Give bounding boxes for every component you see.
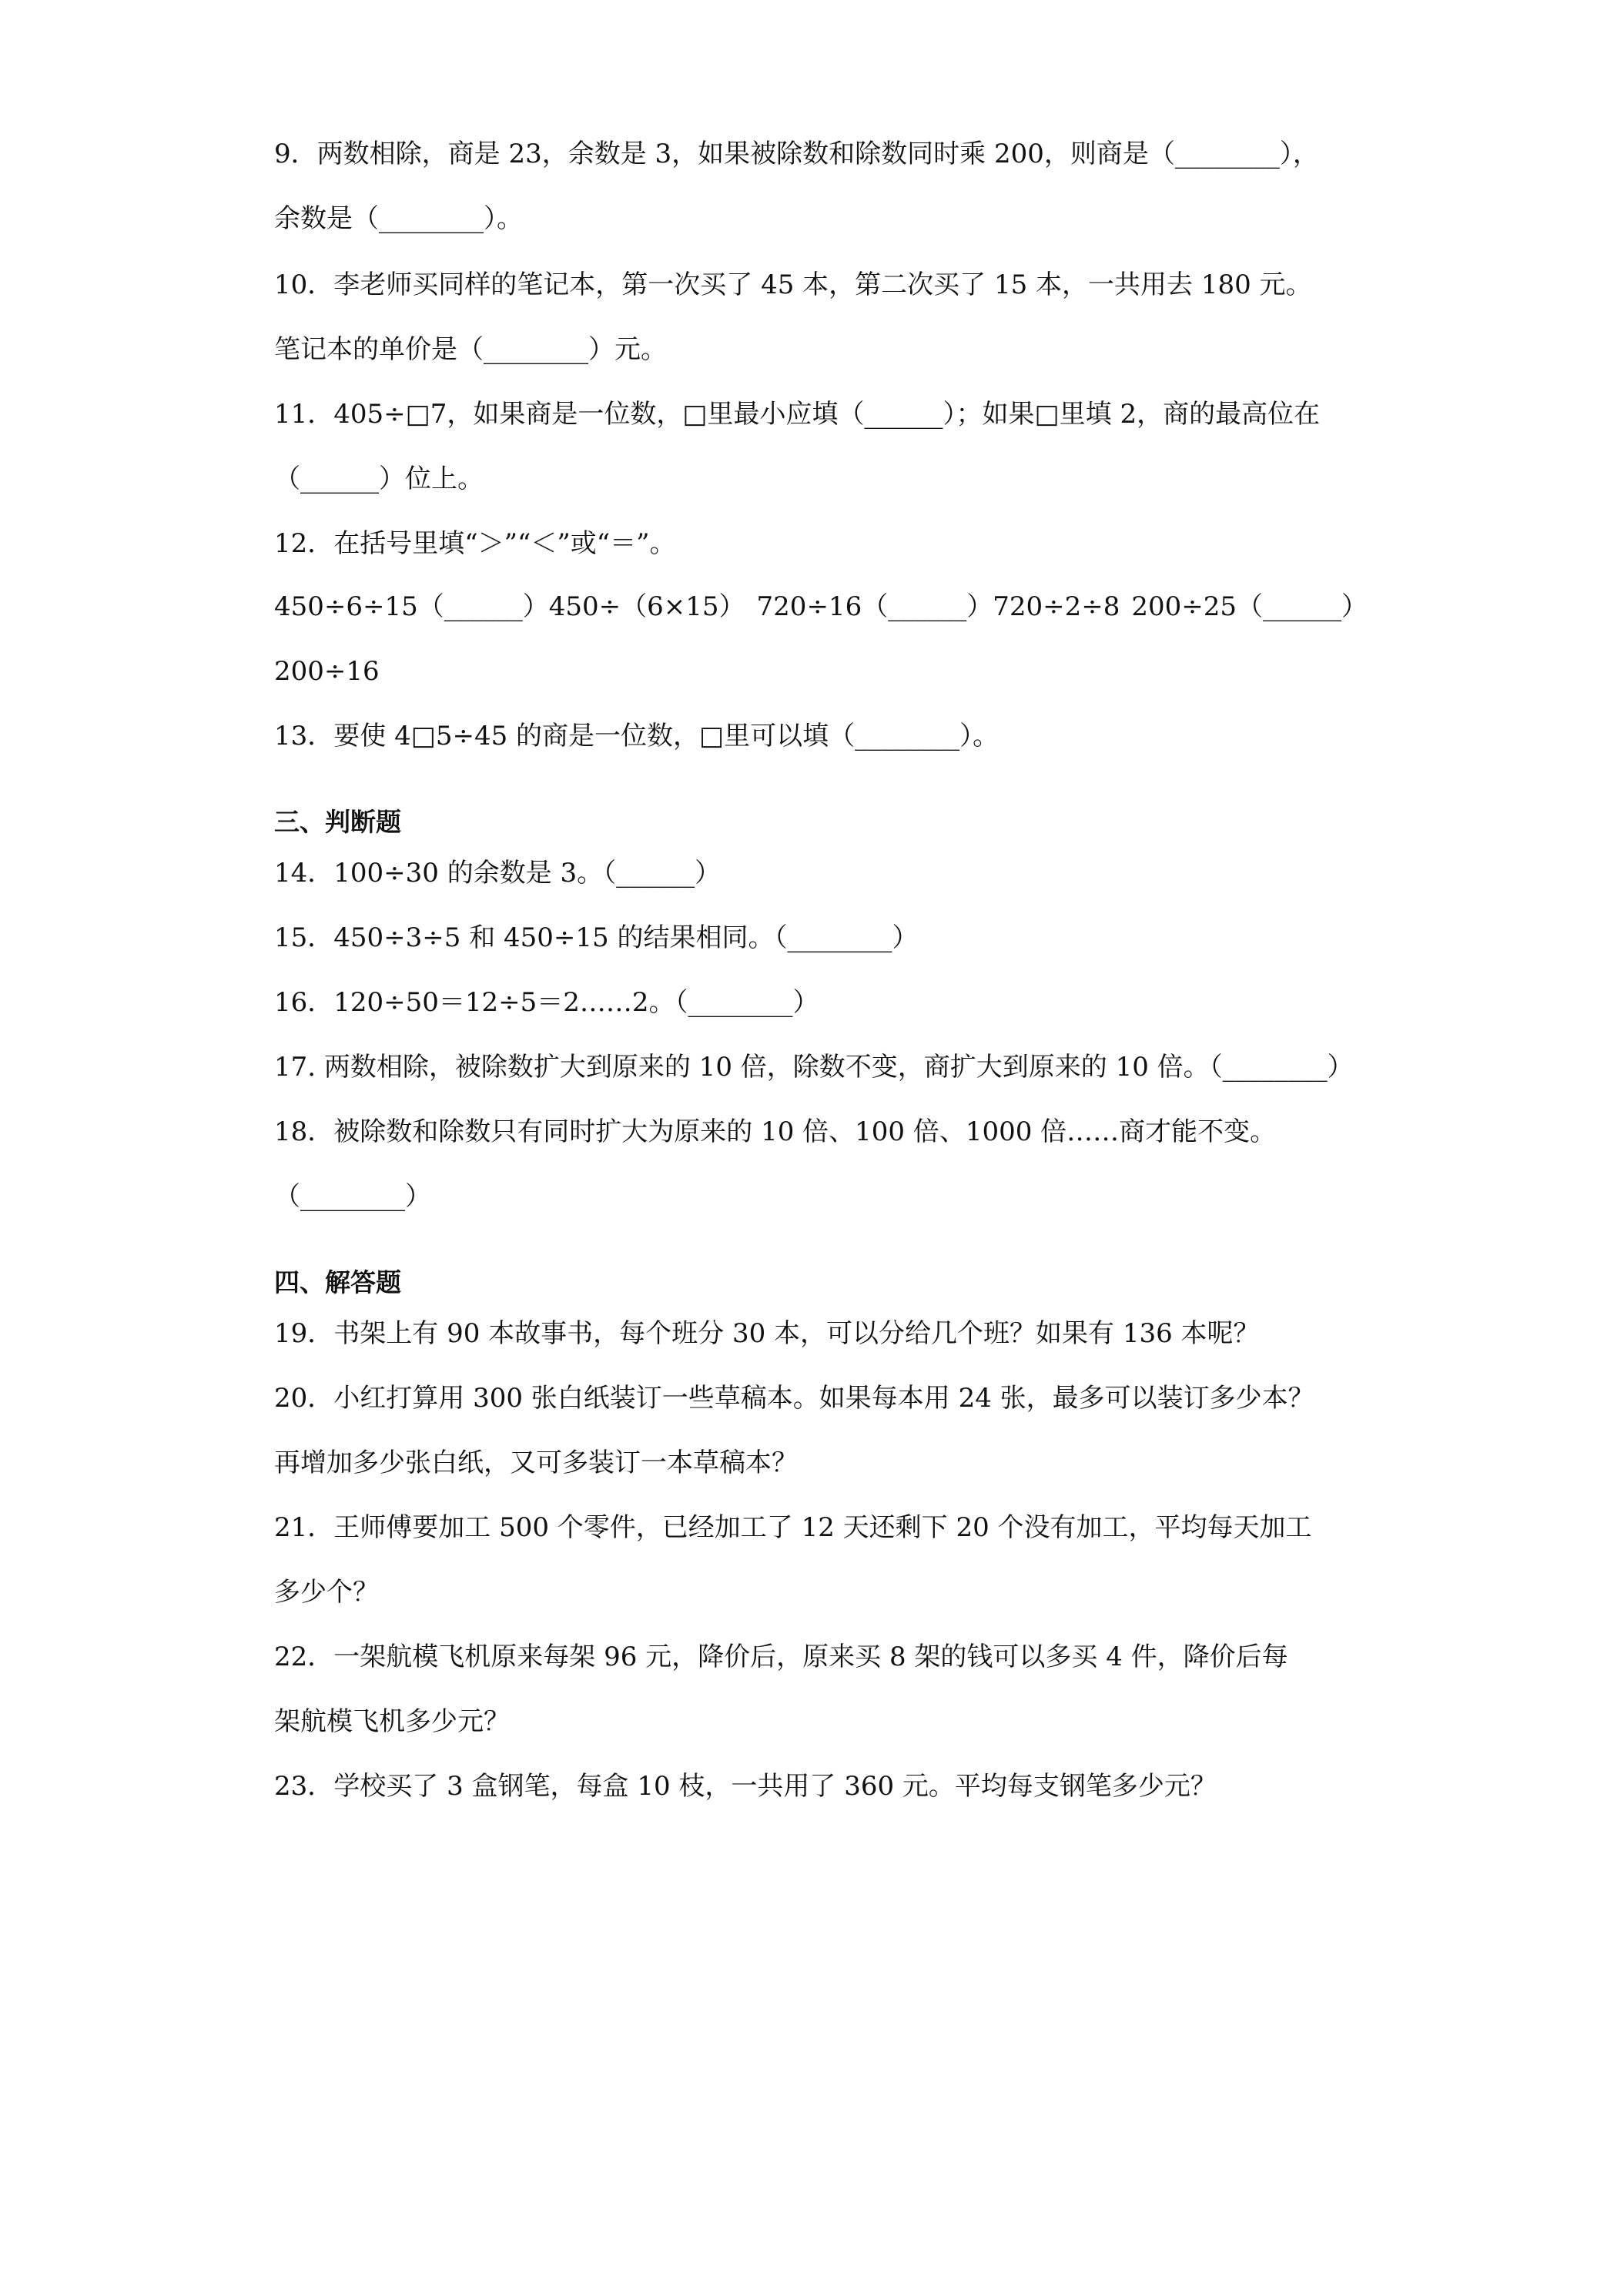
question-9-line-2: 余数是（________）。 [274, 203, 523, 234]
question-23: 23．学校买了 3 盒钢笔，每盒 10 枝，一共用了 360 元。平均每支钢笔多少元？ [274, 1771, 1217, 1802]
question-21-line-1: 21．王师傅要加工 500 个零件，已经加工了 12 天还剩下 20 个没有加工，平均每天加工 [274, 1512, 1312, 1543]
question-18-line-2: （________） [274, 1181, 431, 1212]
question-10-line-2: 笔记本的单价是（________）元。 [274, 334, 667, 365]
question-11-line-2: （______）位上。 [274, 464, 484, 494]
question-22-line-1: 22．一架航模飞机原来每架 96 元，降价后，原来买 8 架的钱可以多买 4 件，降价后每 [274, 1642, 1288, 1672]
question-12-line-1: 12．在括号里填“＞”“＜”或“＝”。 [274, 528, 676, 559]
question-12-line-3: 200÷16 [274, 656, 380, 687]
question-16: 16．120÷50＝12÷5＝2……2。（________） [274, 987, 819, 1018]
question-21-line-2: 多少个？ [274, 1577, 379, 1608]
section-3-title: 三、判断题 [274, 807, 401, 837]
question-12-item-2: 720÷16（______）720÷2÷8 [756, 591, 1120, 622]
question-15: 15．450÷3÷5 和 450÷15 的结果相同。（________） [274, 922, 919, 953]
question-14: 14．100÷30 的余数是 3。（______） [274, 858, 722, 889]
question-20-line-1: 20．小红打算用 300 张白纸装订一些草稿本。如果每本用 24 张，最多可以装订多少本？ [274, 1383, 1314, 1414]
question-22-line-2: 架航模飞机多少元？ [274, 1706, 510, 1737]
section-4-title: 四、解答题 [274, 1267, 401, 1297]
question-13-line-1: 13．要使 4□5÷45 的商是一位数，□里可以填（________）。 [274, 721, 1000, 751]
question-12-item-3: 200÷25（______） [1131, 591, 1368, 622]
question-11-line-1: 11．405÷□7，如果商是一位数，□里最小应填（______）；如果□里填 2，商的最高位在 [274, 399, 1321, 430]
question-9-line-1: 9．两数相除，商是 23，余数是 3，如果被除数和除数同时乘 200，则商是（________）， [274, 139, 1319, 169]
question-10-line-1: 10．李老师买同样的笔记本，第一次买了 45 本，第二次买了 15 本，一共用去 180 元。 [274, 269, 1312, 300]
question-20-line-2: 再增加多少张白纸，又可多装订一本草稿本？ [274, 1448, 798, 1478]
question-19: 19．书架上有 90 本故事书，每个班分 30 本，可以分给几个班？如果有 136 本呢？ [274, 1318, 1260, 1349]
question-18-line-1: 18．被除数和除数只有同时扩大为原来的 10 倍、100 倍、1000 倍……商才能不变。 [274, 1116, 1277, 1147]
question-17: 17. 两数相除，被除数扩大到原来的 10 倍，除数不变，商扩大到原来的 10 倍。（________） [274, 1052, 1354, 1083]
question-12-item-1: 450÷6÷15（______）450÷（6×15） [274, 591, 745, 622]
question-12-comparison-row [274, 590, 1368, 624]
